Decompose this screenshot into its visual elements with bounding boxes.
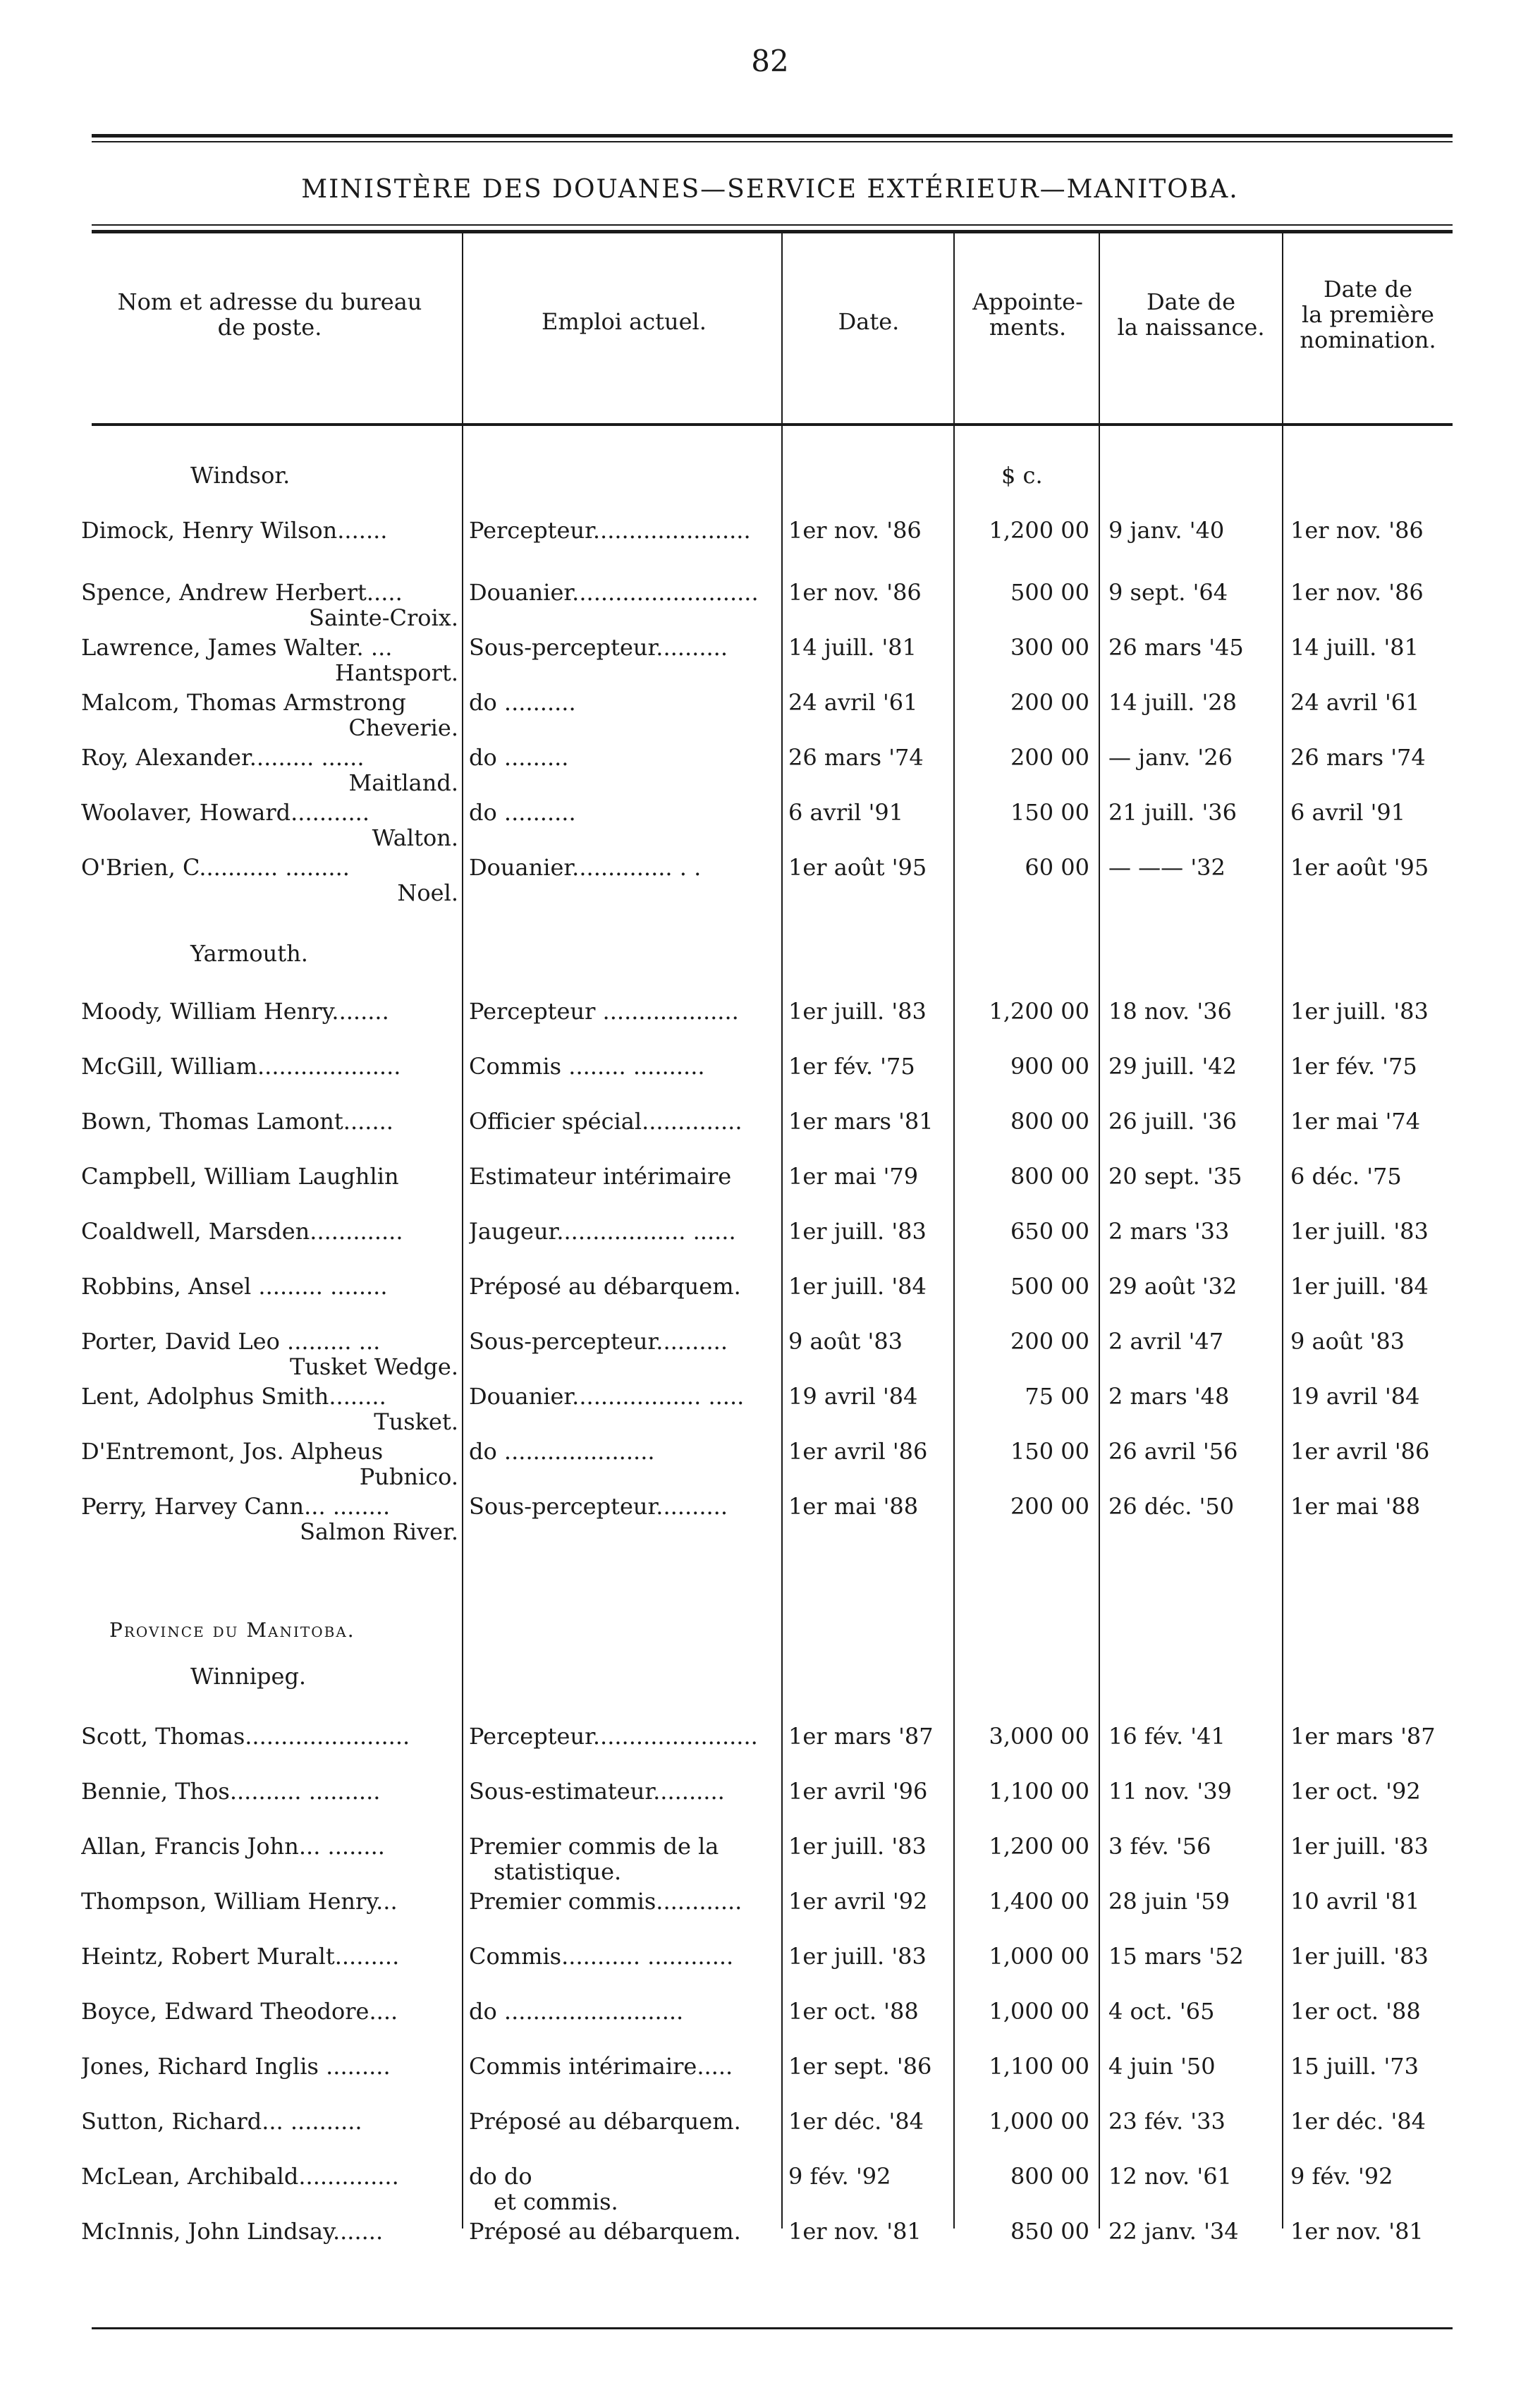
employment: Premier commis............ [469, 1888, 742, 1915]
birth-date: — —— '32 [1108, 854, 1226, 881]
employee-name: Roy, Alexander......... ...... [81, 744, 365, 771]
table-row [0, 1721, 1540, 1752]
birth-date: 9 sept. '64 [1108, 579, 1228, 606]
title-rule-bottom-thick [92, 230, 1453, 233]
section-winnipeg: Winnipeg. [190, 1663, 307, 1690]
salary: 150 00 [1010, 799, 1089, 826]
table-row [0, 1106, 1540, 1137]
post-office-location: Cheverie. [348, 714, 458, 741]
employment: Estimateur intérimaire [469, 1163, 732, 1190]
salary: 60 00 [1025, 854, 1089, 881]
first-nomination-date: 1er mars '87 [1290, 1723, 1436, 1750]
table-row [0, 1161, 1540, 1192]
appointment-date: 1er mars '81 [788, 1108, 934, 1135]
employment: Douanier.............. . . [469, 854, 702, 881]
employment: Douanier.................. ..... [469, 1383, 745, 1410]
first-nomination-date: 14 juill. '81 [1290, 634, 1419, 661]
first-nomination-date: 1er juill. '83 [1290, 1833, 1429, 1860]
employee-name: McInnis, John Lindsay....... [81, 2218, 384, 2245]
appointment-date: 1er juill. '83 [788, 1218, 927, 1245]
appointment-date: 26 mars '74 [788, 744, 924, 771]
page-title: MINISTÈRE DES DOUANES—SERVICE EXTÉRIEUR—MANITOBA. [301, 175, 1239, 204]
employee-name: Coaldwell, Marsden............. [81, 1218, 403, 1245]
birth-date: 16 fév. '41 [1108, 1723, 1226, 1750]
bottom-rule [92, 2327, 1453, 2329]
employment: Jaugeur.................. ...... [469, 1218, 736, 1245]
table-row [0, 1776, 1540, 1807]
employment: Préposé au débarquem. [469, 2108, 741, 2135]
first-nomination-date: 1er nov. '86 [1290, 579, 1424, 606]
employee-name: Jones, Richard Inglis ......... [81, 2053, 391, 2080]
first-nomination-date: 26 mars '74 [1290, 744, 1426, 771]
first-nomination-date: 6 déc. '75 [1290, 1163, 1402, 1190]
employee-name: Campbell, William Laughlin [81, 1163, 399, 1190]
first-nomination-date: 6 avril '91 [1290, 799, 1406, 826]
appointment-date: 1er juill. '83 [788, 1833, 927, 1860]
employment: Sous-percepteur.......... [469, 1493, 728, 1520]
birth-date: 26 mars '45 [1108, 634, 1244, 661]
first-nomination-date: 1er oct. '88 [1290, 1998, 1421, 2025]
appointment-date: 1er nov. '86 [788, 517, 922, 544]
appointment-date: 1er déc. '84 [788, 2108, 924, 2135]
salary: 800 00 [1010, 1163, 1089, 1190]
table-row [0, 2051, 1540, 2082]
table-row [0, 996, 1540, 1027]
employee-name: Moody, William Henry........ [81, 998, 389, 1025]
salary: 1,200 00 [989, 998, 1089, 1025]
salary: 800 00 [1010, 1108, 1089, 1135]
salary: 75 00 [1025, 1383, 1089, 1410]
first-nomination-date: 1er déc. '84 [1290, 2108, 1426, 2135]
birth-date: 11 nov. '39 [1108, 1778, 1232, 1805]
top-rule-thick [92, 134, 1453, 138]
column-header-nomination: Date de la première nomination. [1300, 276, 1436, 353]
employee-name: Boyce, Edward Theodore.... [81, 1998, 398, 2025]
birth-date: 14 juill. '28 [1108, 689, 1237, 716]
table-row [0, 1831, 1540, 1862]
employee-name: McGill, William.................... [81, 1053, 401, 1080]
employee-name: Dimock, Henry Wilson....... [81, 517, 388, 544]
first-nomination-date: 1er avril '86 [1290, 1438, 1430, 1465]
employee-name: Bown, Thomas Lamont....... [81, 1108, 393, 1135]
employment: do ......................... [469, 1998, 684, 2025]
salary: 1,000 00 [989, 2108, 1089, 2135]
birth-date: 28 juin '59 [1108, 1888, 1230, 1915]
post-office-location: Walton. [372, 824, 458, 851]
first-nomination-date: 19 avril '84 [1290, 1383, 1420, 1410]
employment: Commis........... ............ [469, 1943, 734, 1970]
birth-date: 29 juill. '42 [1108, 1053, 1237, 1080]
salary: 300 00 [1010, 634, 1089, 661]
employee-name: Bennie, Thos.......... .......... [81, 1778, 381, 1805]
post-office-location: Sainte-Croix. [309, 604, 458, 631]
appointment-date: 1er nov. '81 [788, 2218, 922, 2245]
first-nomination-date: 1er juill. '84 [1290, 1273, 1429, 1300]
first-nomination-date: 1er mai '88 [1290, 1493, 1421, 1520]
first-nomination-date: 1er oct. '92 [1290, 1778, 1421, 1805]
appointment-date: 1er sept. '86 [788, 2053, 932, 2080]
birth-date: 15 mars '52 [1108, 1943, 1244, 1970]
first-nomination-date: 10 avril '81 [1290, 1888, 1420, 1915]
appointment-date: 1er avril '96 [788, 1778, 928, 1805]
post-office-location: Tusket. [374, 1408, 458, 1435]
salary: 800 00 [1010, 2163, 1089, 2190]
employee-name: Scott, Thomas....................... [81, 1723, 410, 1750]
birth-date: 2 mars '48 [1108, 1383, 1230, 1410]
birth-date: 26 juill. '36 [1108, 1108, 1237, 1135]
first-nomination-date: 1er juill. '83 [1290, 1218, 1429, 1245]
employee-name: Perry, Harvey Cann... ........ [81, 1493, 391, 1520]
table-row [0, 1051, 1540, 1082]
table-row [0, 2161, 1540, 2192]
post-office-location: Maitland. [348, 769, 458, 796]
birth-date: 2 mars '33 [1108, 1218, 1230, 1245]
appointment-date: 1er juill. '83 [788, 998, 927, 1025]
employee-name: Robbins, Ansel ......... ........ [81, 1273, 388, 1300]
employee-name: Lawrence, James Walter. ... [81, 634, 393, 661]
salary: 200 00 [1010, 689, 1089, 716]
employment: Officier spécial.............. [469, 1108, 742, 1135]
employment: Commis intérimaire..... [469, 2053, 733, 2080]
first-nomination-date: 1er nov. '86 [1290, 517, 1424, 544]
column-header-naissance: Date de la naissance. [1117, 288, 1265, 341]
employee-name: Heintz, Robert Muralt......... [81, 1943, 400, 1970]
post-office-location: Pubnico. [359, 1463, 458, 1490]
title-rule-bottom [92, 224, 1453, 226]
birth-date: 4 oct. '65 [1108, 1998, 1215, 2025]
appointment-date: 1er avril '86 [788, 1438, 928, 1465]
employment: do do [469, 2163, 532, 2190]
table-row [0, 1886, 1540, 1917]
column-header-date: Date. [838, 308, 900, 335]
birth-date: 9 janv. '40 [1108, 517, 1225, 544]
birth-date: 2 avril '47 [1108, 1328, 1224, 1355]
salary: 900 00 [1010, 1053, 1089, 1080]
appointment-date: 24 avril '61 [788, 689, 918, 716]
appointment-date: 1er oct. '88 [788, 1998, 919, 2025]
employment: Commis ........ .......... [469, 1053, 705, 1080]
employment: Percepteur ................... [469, 998, 739, 1025]
employee-name: McLean, Archibald.............. [81, 2163, 399, 2190]
birth-date: 12 nov. '61 [1108, 2163, 1232, 2190]
column-header-appointements: Appointe- ments. [972, 288, 1083, 341]
salary: 200 00 [1010, 1493, 1089, 1520]
appointment-date: 1er nov. '86 [788, 579, 922, 606]
table-row [0, 2216, 1540, 2247]
employment-continuation: et commis. [494, 2188, 618, 2215]
appointment-date: 9 août '83 [788, 1328, 903, 1355]
salary: 1,200 00 [989, 517, 1089, 544]
first-nomination-date: 9 fév. '92 [1290, 2163, 1393, 2190]
first-nomination-date: 1er nov. '81 [1290, 2218, 1424, 2245]
appointment-date: 1er juill. '83 [788, 1943, 927, 1970]
birth-date: 4 juin '50 [1108, 2053, 1216, 2080]
salary: 1,000 00 [989, 1998, 1089, 2025]
employment: Douanier.......................... [469, 579, 759, 606]
birth-date: — janv. '26 [1108, 744, 1233, 771]
employee-name: Porter, David Leo ......... ... [81, 1328, 381, 1355]
employee-name: Sutton, Richard... .......... [81, 2108, 362, 2135]
column-header-name: Nom et adresse du bureau de poste. [117, 288, 422, 341]
birth-date: 26 déc. '50 [1108, 1493, 1235, 1520]
employment: Sous-estimateur.......... [469, 1778, 725, 1805]
appointment-date: 9 fév. '92 [788, 2163, 891, 2190]
birth-date: 29 août '32 [1108, 1273, 1238, 1300]
salary: 650 00 [1010, 1218, 1089, 1245]
unit-label: $ c. [1001, 462, 1043, 489]
header-rule [92, 423, 1453, 426]
table-row [0, 515, 1540, 546]
employment: Sous-percepteur.......... [469, 634, 728, 661]
column-header-emploi: Emploi actuel. [542, 308, 707, 335]
section-province: Province du Manitoba. [109, 1618, 355, 1642]
first-nomination-date: 15 juill. '73 [1290, 2053, 1419, 2080]
employee-name: Spence, Andrew Herbert..... [81, 579, 403, 606]
first-nomination-date: 9 août '83 [1290, 1328, 1405, 1355]
salary: 200 00 [1010, 744, 1089, 771]
employee-name: Malcom, Thomas Armstrong [81, 689, 406, 716]
first-nomination-date: 24 avril '61 [1290, 689, 1420, 716]
salary: 3,000 00 [989, 1723, 1089, 1750]
salary: 1,000 00 [989, 1943, 1089, 1970]
birth-date: 20 sept. '35 [1108, 1163, 1242, 1190]
birth-date: 21 juill. '36 [1108, 799, 1237, 826]
post-office-location: Noel. [397, 879, 458, 906]
first-nomination-date: 1er mai '74 [1290, 1108, 1421, 1135]
appointment-date: 1er mai '79 [788, 1163, 919, 1190]
table-row [0, 1271, 1540, 1302]
salary: 1,100 00 [989, 1778, 1089, 1805]
table-row [0, 2106, 1540, 2137]
employee-name: D'Entremont, Jos. Alpheus [81, 1438, 384, 1465]
employment: Sous-percepteur.......... [469, 1328, 728, 1355]
employment: do ..................... [469, 1438, 655, 1465]
appointment-date: 6 avril '91 [788, 799, 904, 826]
employment: do ......... [469, 744, 569, 771]
post-office-location: Salmon River. [300, 1518, 458, 1545]
salary: 850 00 [1010, 2218, 1089, 2245]
employment-continuation: statistique. [494, 1858, 622, 1885]
appointment-date: 19 avril '84 [788, 1383, 918, 1410]
salary: 1,100 00 [989, 2053, 1089, 2080]
employment: do .......... [469, 689, 576, 716]
birth-date: 22 janv. '34 [1108, 2218, 1239, 2245]
salary: 1,400 00 [989, 1888, 1089, 1915]
employment: Préposé au débarquem. [469, 1273, 741, 1300]
table-row [0, 1941, 1540, 1972]
appointment-date: 1er juill. '84 [788, 1273, 927, 1300]
post-office-location: Tusket Wedge. [289, 1353, 458, 1380]
salary: 500 00 [1010, 1273, 1089, 1300]
employee-name: Woolaver, Howard........... [81, 799, 370, 826]
table-row [0, 1216, 1540, 1247]
employee-name: Lent, Adolphus Smith........ [81, 1383, 386, 1410]
title-rule-top [92, 141, 1453, 142]
employee-name: O'Brien, C........... ......... [81, 854, 350, 881]
first-nomination-date: 1er août '95 [1290, 854, 1429, 881]
appointment-date: 1er mai '88 [788, 1493, 919, 1520]
employment: do .......... [469, 799, 576, 826]
appointment-date: 1er août '95 [788, 854, 927, 881]
employment: Percepteur....................... [469, 1723, 758, 1750]
salary: 150 00 [1010, 1438, 1089, 1465]
post-office-location: Hantsport. [335, 659, 458, 686]
birth-date: 18 nov. '36 [1108, 998, 1232, 1025]
table-row [0, 1996, 1540, 2027]
section-yarmouth: Yarmouth. [190, 940, 308, 967]
section-windsor: Windsor. [190, 462, 291, 489]
employment: Percepteur...................... [469, 517, 751, 544]
birth-date: 26 avril '56 [1108, 1438, 1238, 1465]
birth-date: 3 fév. '56 [1108, 1833, 1211, 1860]
employment: Préposé au débarquem. [469, 2218, 741, 2245]
employee-name: Allan, Francis John... ........ [81, 1833, 385, 1860]
appointment-date: 1er avril '92 [788, 1888, 928, 1915]
first-nomination-date: 1er juill. '83 [1290, 1943, 1429, 1970]
employment: Premier commis de la [469, 1833, 719, 1860]
appointment-date: 1er mars '87 [788, 1723, 934, 1750]
salary: 200 00 [1010, 1328, 1089, 1355]
salary: 1,200 00 [989, 1833, 1089, 1860]
appointment-date: 1er fév. '75 [788, 1053, 915, 1080]
first-nomination-date: 1er fév. '75 [1290, 1053, 1417, 1080]
employee-name: Thompson, William Henry... [81, 1888, 398, 1915]
appointment-date: 14 juill. '81 [788, 634, 917, 661]
salary: 500 00 [1010, 579, 1089, 606]
first-nomination-date: 1er juill. '83 [1290, 998, 1429, 1025]
birth-date: 23 fév. '33 [1108, 2108, 1226, 2135]
page-number: 82 [751, 44, 789, 78]
